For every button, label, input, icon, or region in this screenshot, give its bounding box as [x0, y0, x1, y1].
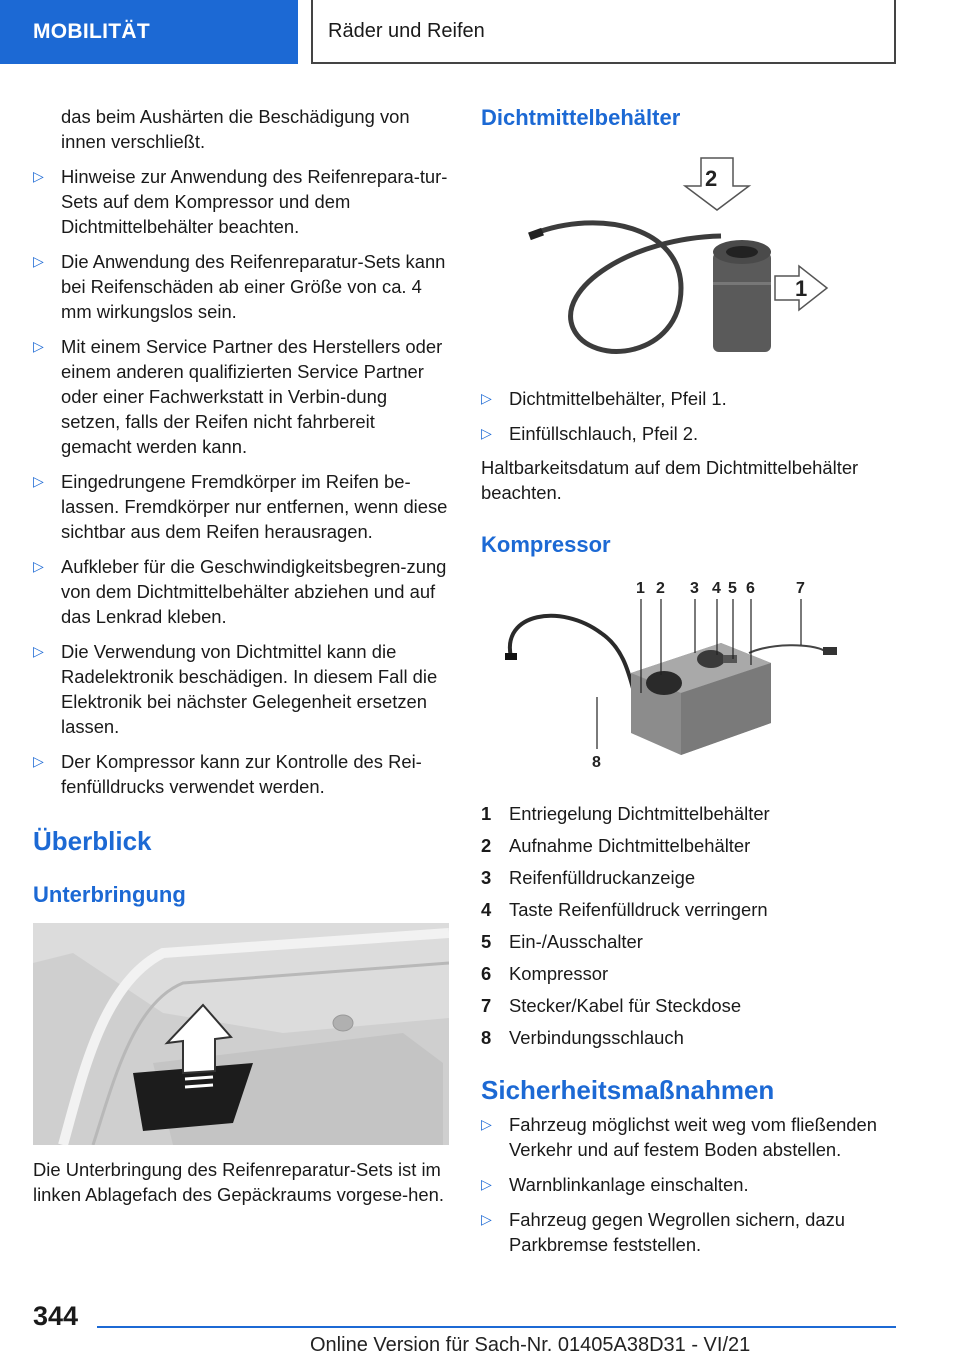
- sealant-heading: Dichtmittelbehälter: [481, 105, 681, 130]
- compressor-heading: Kompressor: [481, 532, 611, 557]
- legend-number: 7: [481, 995, 492, 1016]
- list-item: [33, 554, 449, 629]
- list-item: [33, 334, 449, 459]
- trunk-storage-illustration: [33, 923, 449, 1145]
- fig-label-2: 2: [705, 166, 718, 191]
- legend-number: 4: [481, 899, 492, 920]
- storage-text: Die Unterbringung des Reifenreparatur-Sets ist im linken Ablagefach des Gepäckraums vorgese-hen.: [33, 1159, 444, 1205]
- fig-label-2: 2: [656, 580, 665, 597]
- list-item: [33, 749, 449, 799]
- fig-label-7: 7: [796, 580, 805, 597]
- chapter-header: [311, 0, 896, 64]
- list-item: [33, 639, 449, 739]
- left-column: [33, 104, 449, 1207]
- triangle-bullet-icon: ▷: [33, 338, 44, 354]
- bullet-text: Warnblinkanlage einschalten.: [509, 1174, 749, 1195]
- bullet-text: Hinweise zur Anwendung des Reifenrepara-tur-Sets auf dem Kompressor und dem Dichtmittelbehälter beachten.: [61, 166, 448, 237]
- bullet-text: Fahrzeug gegen Wegrollen sichern, dazu Parkbremse feststellen.: [509, 1209, 846, 1255]
- list-item: [481, 1172, 895, 1197]
- legend-text: Reifenfülldruckanzeige: [509, 867, 696, 888]
- bullet-text: Die Anwendung des Reifenreparatur-Sets kann bei Reifenschäden ab einer Größe von ca. 4 mm wirkungslos sein.: [61, 251, 446, 322]
- triangle-bullet-icon: ▷: [33, 643, 44, 659]
- legend-number: 6: [481, 963, 492, 984]
- triangle-bullet-icon: ▷: [481, 425, 492, 441]
- bullet-text: Aufkleber für die Geschwindigkeitsbegren-zung von dem Dichtmittelbehälter abziehen und auf das Lenkrad kleben.: [61, 556, 447, 627]
- bullet-text: Eingedrungene Fremdkörper im Reifen be-lassen. Fremdkörper nur entfernen, wenn diese sichtbar aus dem Reifen herausragen.: [61, 471, 448, 542]
- safety-heading: Sicherheitsmaßnahmen: [481, 1075, 775, 1105]
- legend-row: [481, 865, 895, 890]
- list-item: [33, 249, 449, 324]
- fig-label-1: 1: [636, 580, 645, 597]
- fig-label-1: 1: [795, 276, 808, 301]
- section-tab[interactable]: [0, 0, 298, 64]
- compressor-figure: [481, 573, 895, 791]
- footer-divider: [97, 1326, 896, 1328]
- sealant-bottle-illustration: [481, 148, 895, 370]
- legend-text: Stecker/Kabel für Steckdose: [509, 995, 742, 1016]
- bullet-text: Der Kompressor kann zur Kontrolle des Rei-fenfülldrucks verwendet werden.: [61, 751, 422, 797]
- triangle-bullet-icon: ▷: [33, 558, 44, 574]
- bullet-text: Mit einem Service Partner des Herstellers oder einem anderen qualifizierten Service Partner oder einer Fachwerkstatt in Verbin-dung setzen, falls der Reifen nicht fahrbereit gemacht werden kann.: [61, 336, 443, 457]
- legend-text: Taste Reifenfülldruck verringern: [509, 899, 768, 920]
- legend-row: [481, 1025, 895, 1050]
- triangle-bullet-icon: ▷: [481, 1211, 492, 1227]
- bullet-text: Einfüllschlauch, Pfeil 2.: [509, 423, 699, 444]
- fig-label-4: 4: [712, 580, 721, 597]
- storage-heading: Unterbringung: [33, 882, 186, 907]
- legend-text: Entriegelung Dichtmittelbehälter: [509, 803, 770, 824]
- legend-number: 2: [481, 835, 492, 856]
- triangle-bullet-icon: ▷: [33, 753, 44, 769]
- list-item: [33, 469, 449, 544]
- list-item: [481, 1112, 895, 1162]
- fig-label-3: 3: [690, 580, 699, 597]
- triangle-bullet-icon: ▷: [481, 390, 492, 406]
- fig-label-5: 5: [728, 580, 737, 597]
- legend-row: [481, 801, 895, 826]
- list-item: [481, 1207, 895, 1257]
- overview-heading: Überblick: [33, 826, 152, 856]
- triangle-bullet-icon: ▷: [33, 473, 44, 489]
- legend-row: [481, 929, 895, 954]
- legend-text: Ein-/Ausschalter: [509, 931, 643, 952]
- legend-text: Kompressor: [509, 963, 609, 984]
- right-column: [481, 104, 895, 1257]
- triangle-bullet-icon: ▷: [33, 168, 44, 184]
- online-version-note: Online Version für Sach-Nr. 01405A38D31 - VI/21: [310, 1334, 751, 1356]
- page-number: 344: [33, 1301, 79, 1331]
- legend-row: [481, 833, 895, 858]
- legend-number: 1: [481, 803, 492, 824]
- legend-text: Aufnahme Dichtmittelbehälter: [509, 835, 751, 856]
- section-title: MOBILITÄT: [33, 20, 151, 43]
- list-item: [481, 386, 895, 411]
- bullet-text: Dichtmittelbehälter, Pfeil 1.: [509, 388, 727, 409]
- sealant-figure: [481, 148, 895, 370]
- triangle-bullet-icon: ▷: [481, 1176, 492, 1192]
- bullet-text: Die Verwendung von Dichtmittel kann die Radelektronik beschädigen. In diesem Fall die Elektronik bei nächster Gelegenheit ersetzen lassen.: [61, 641, 438, 737]
- compressor-legend: [481, 801, 895, 1050]
- list-item: [33, 164, 449, 239]
- list-item: [481, 421, 895, 446]
- trunk-storage-figure: [33, 923, 449, 1145]
- fig-label-8: 8: [592, 754, 601, 771]
- fig-label-6: 6: [746, 580, 755, 597]
- sealant-text: Haltbarkeitsdatum auf dem Dichtmittelbehälter beachten.: [481, 457, 859, 503]
- legend-number: 5: [481, 931, 492, 952]
- triangle-bullet-icon: ▷: [33, 253, 44, 269]
- legend-text: Verbindungsschlauch: [509, 1027, 684, 1048]
- triangle-bullet-icon: ▷: [481, 1116, 492, 1132]
- legend-number: 3: [481, 867, 492, 888]
- legend-number: 8: [481, 1027, 492, 1048]
- intro-text: das beim Aushärten die Beschädigung von innen verschließt.: [61, 106, 410, 152]
- legend-row: [481, 897, 895, 922]
- legend-row: [481, 961, 895, 986]
- legend-row: [481, 993, 895, 1018]
- bullet-text: Fahrzeug möglichst weit weg vom fließenden Verkehr und auf festem Boden abstellen.: [509, 1114, 877, 1160]
- compressor-illustration: [481, 573, 895, 791]
- chapter-title: Räder und Reifen: [328, 19, 485, 42]
